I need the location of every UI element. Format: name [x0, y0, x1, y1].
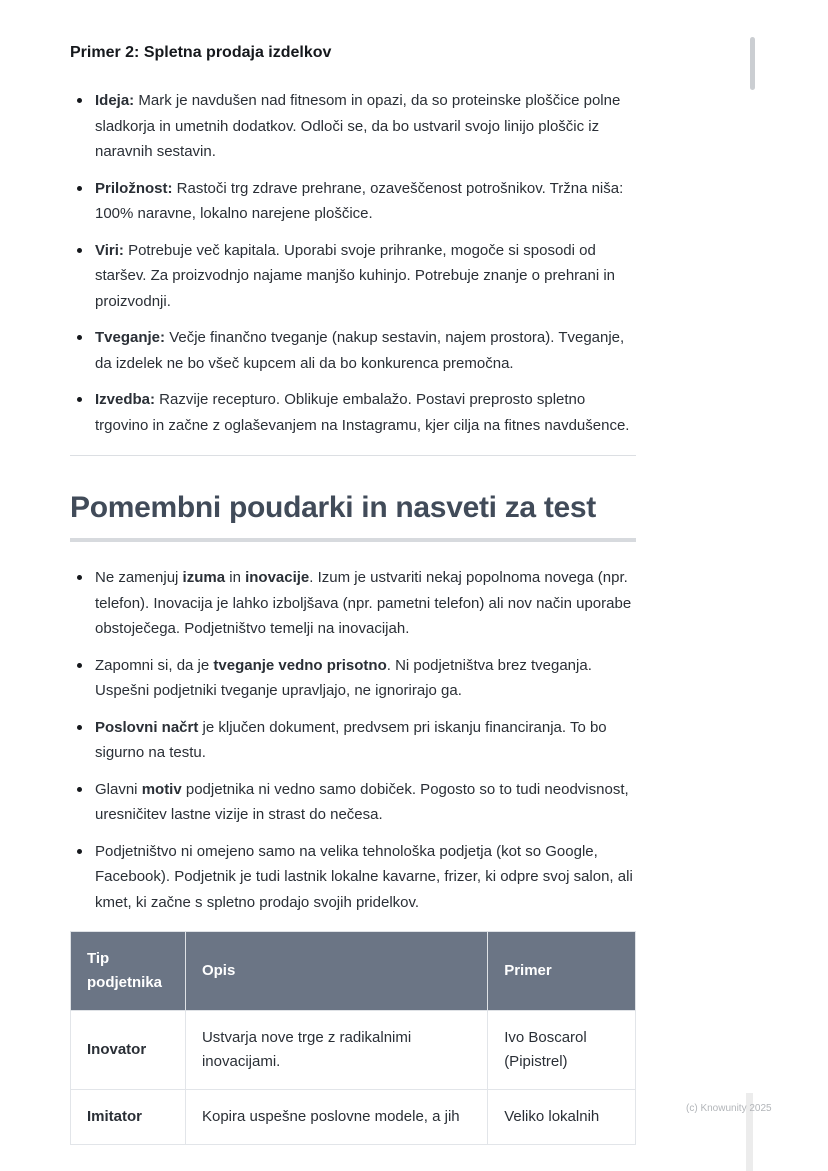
cell-tip: Inovator: [71, 1011, 186, 1090]
heading-underline: [70, 538, 636, 542]
list-item: [70, 238, 636, 315]
list-item: [70, 715, 636, 766]
plain-text: Glavni: [95, 780, 142, 798]
column-header-primer: Primer: [488, 932, 636, 1011]
bold-text: inovacije: [245, 569, 310, 586]
bold-text: Poslovni načrt: [95, 718, 199, 736]
cell-opis: Kopira uspešne poslovne modele, a jih: [185, 1090, 487, 1145]
bold-text: tveganje vedno prisotno: [213, 656, 387, 674]
cell-tip: Imitator: [71, 1090, 186, 1145]
plain-text: Večje finančno tveganje (nakup sestavin, najem prostora). Tveganje, da izdelek ne bo všeč kupcem ali da bo konkurenca premočna.: [95, 329, 625, 372]
document-content: [70, 44, 636, 1145]
case-study-list: [70, 88, 636, 438]
list-item: [70, 565, 636, 642]
column-header-opis: Opis: [185, 932, 487, 1011]
plain-text: Razvije recepturo. Oblikuje embalažo. Postavi preprosto spletno trgovino in začne z oglaševanjem na Instagramu, kjer cilja na fitnes navdušence.: [95, 391, 630, 434]
bold-text: Ideja:: [95, 92, 135, 109]
table-header-row: [71, 932, 636, 1011]
cell-opis: Ustvarja nove trge z radikalnimi inovacijami.: [185, 1011, 487, 1090]
plain-text: Rastoči trg zdrave prehrane, ozaveščenost potrošnikov. Tržna niša: 100% naravne, lokalno narejene ploščice.: [95, 179, 624, 222]
table-row: [71, 1011, 636, 1090]
plain-text: Mark je navdušen nad fitnesom in opazi, da so proteinske ploščice polne sladkorja in umetnih dodatkov. Odloči se, da bo ustvaril svojo linijo ploščic iz naravnih sestavin.: [95, 92, 621, 160]
bold-text: Viri:: [95, 241, 124, 259]
list-item: [70, 325, 636, 376]
case-study-heading: Primer 2: Spletna prodaja izdelkov: [70, 44, 332, 61]
page-title: Pomembni poudarki in nasveti za test: [70, 491, 596, 524]
list-item: [70, 777, 636, 828]
highlights-list: [70, 565, 636, 915]
bold-text: izuma: [182, 569, 226, 586]
column-header-tip: Tip podjetnika: [71, 932, 186, 1011]
list-item: [70, 176, 636, 227]
bold-text: Izvedba:: [95, 391, 156, 408]
cell-primer: Ivo Boscarol (Pipistrel): [488, 1011, 636, 1090]
list-item: [70, 88, 636, 165]
cell-primer: Veliko lokalnih: [488, 1090, 636, 1145]
bold-text: motiv: [141, 780, 182, 798]
list-item: [70, 653, 636, 704]
plain-text: Ne zamenjuj: [95, 569, 183, 586]
list-item: [70, 839, 636, 916]
plain-text: Podjetništvo ni omejeno samo na velika tehnološka podjetja (kot so Google, Facebook). Podjetnik je tudi lastnik lokalne kavarne, frizer, ki odpre svoj salon, ali kmet, ki začne s spletno prodajo svojih pridelkov.: [95, 842, 633, 911]
plain-text: Zapomni si, da je: [95, 656, 214, 674]
scrollbar-thumb[interactable]: [750, 37, 755, 90]
watermark: (c) Knowunity 2025: [686, 1103, 772, 1114]
bold-text: Tveganje:: [95, 329, 166, 346]
plain-text: je ključen dokument, predvsem pri iskanju financiranja. To bo sigurno na testu.: [95, 718, 607, 761]
plain-text: . Izum je ustvariti nekaj popolnoma novega (npr. telefon). Inovacija je lahko izboljšava (npr. pametni telefon) ali nov način uporabe obstoječega. Podjetništvo temelji na inovacijah.: [95, 569, 632, 637]
bold-text: Priložnost:: [95, 179, 173, 197]
plain-text: podjetnika ni vedno samo dobiček. Pogosto so to tudi neodvisnost, uresničitev lastne vizije in strast do nečesa.: [95, 780, 629, 823]
plain-text: Potrebuje več kapitala. Uporabi svoje prihranke, mogoče si sposodi od staršev. Za proizvodnjo najame manjšo kuhinjo. Potrebuje znanje o prehrani in proizvodnji.: [95, 241, 616, 310]
table-row: [71, 1090, 636, 1145]
list-item: [70, 387, 636, 438]
section-divider: [70, 455, 636, 456]
plain-text: . Ni podjetništva brez tveganja. Uspešni podjetniki tveganje upravljajo, ne ignorirajo ga.: [95, 656, 592, 699]
plain-text: in: [225, 569, 246, 586]
entrepreneur-types-table: [70, 931, 636, 1145]
